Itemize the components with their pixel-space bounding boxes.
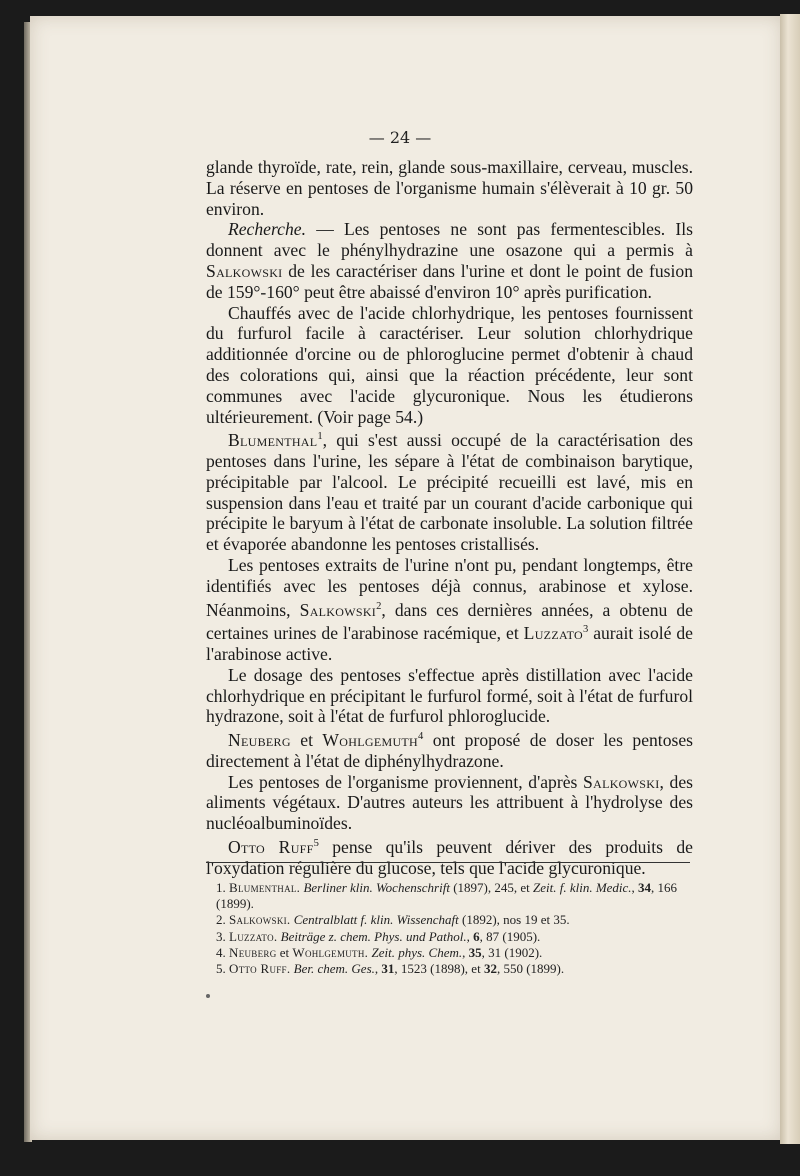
footnote-text: 3. [216, 928, 229, 944]
author-name: Otto Ruff [228, 836, 314, 857]
footnote [216, 961, 696, 977]
author-name: Neuberg [229, 944, 277, 960]
italic-text: Centralblatt f. klin. Wissenchaft [293, 912, 459, 928]
footnote-text: 1. [216, 880, 229, 895]
footnote-text: , 31 (1902). [481, 944, 543, 960]
footnote [216, 880, 696, 912]
paragraph [206, 665, 693, 727]
paragraph [206, 834, 693, 878]
footnote-text: , [466, 928, 474, 944]
author-name: Blumenthal [228, 430, 318, 451]
author-name: Salkowski [583, 771, 660, 792]
italic-text: Ber. chem. Ges. [293, 961, 375, 977]
paragraph-text: — Les pentoses ne sont pas fermentescibles. Ils donnent avec le phénylhydrazine une osazone qui a permis à [206, 219, 693, 261]
paragraph [206, 772, 693, 834]
paragraph [206, 727, 693, 771]
footnote-text: et [276, 944, 293, 960]
footnotes [216, 880, 696, 977]
author-name: Neuberg [228, 729, 291, 750]
paragraph [206, 555, 693, 665]
page-number: — 24 — [368, 128, 432, 147]
footnote-text: , [631, 880, 639, 895]
author-name: Luzzato [523, 623, 583, 644]
footnote-ref: 5 [313, 837, 319, 849]
footnote-ref: 2 [376, 600, 382, 612]
author-name: Wohlgemuth [322, 729, 419, 750]
paragraph-text: , qui s'est aussi occupé de la caractérisation des pentoses dans l'urine, les sépare à l'état de combinaison barytique, précipitable par l'alcool. Le précipité recueilli est lavé, mis en suspension dans l'eau et traité par un courant d'acide carbonique qui précipite le baryum à l'état de carbonate insoluble. La solution filtrée et évaporée abandonne les pentoses cristallisés. [206, 430, 693, 555]
author-name: Otto Ruff. [229, 961, 291, 977]
italic-text: Zeit. f. klin. Medic. [532, 880, 632, 895]
bold-volume: 31 [381, 961, 395, 977]
paragraph [206, 303, 693, 428]
footnote [216, 912, 696, 928]
paragraph [206, 219, 693, 302]
author-name: Salkowski. [229, 912, 291, 928]
author-name: Blumenthal. [229, 880, 301, 895]
footnote-text: (1897), 245, et [449, 880, 533, 895]
paragraph-text: et [290, 729, 323, 750]
page-right-edge [780, 14, 800, 1144]
paragraph-text: , des aliments végétaux. D'autres auteurs les attribuent à l'hydrolyse des nucléoalbuminoïdes. [206, 771, 693, 834]
footnote-text: , 1523 (1898), et [394, 961, 484, 977]
paragraph [206, 157, 693, 219]
paragraph-text: de les caractériser dans l'urine et dont le point de fusion de 159°-160° peut être abaissé d'environ 10° après purification. [206, 260, 693, 302]
footnote-rule [206, 862, 690, 863]
bold-volume: 35 [468, 944, 482, 960]
footnote-text: , [374, 961, 382, 977]
footnote [216, 929, 696, 945]
footnote-ref: 4 [418, 731, 424, 743]
ink-speck [206, 994, 210, 998]
paragraph-text: , dans ces dernières années, a obtenu de certaines urines de l'arabinose racémique, et [206, 599, 693, 644]
footnote-text: 4. [216, 944, 229, 960]
italic-text: Berliner klin. Wochenschrift [303, 880, 450, 895]
paragraph-text: Chauffés avec de l'acide chlorhydrique, les pentoses fournissent du furfurol facile à caractériser. Leur solution chlorhydrique additionnée d'orcine ou de phloroglucine permet d'obtenir à chaud des colorations qui, ainsi que la réaction précédente, leur sont communes avec l'acide glycuronique. Nous les étudierons ultérieurement. (Voir page 54.) [206, 302, 693, 427]
footnote-ref: 3 [582, 624, 589, 636]
paragraph-text: aurait isolé de l'arabinose active. [206, 623, 693, 664]
author-name: Luzzato. [229, 928, 278, 944]
paragraph-text: Les pentoses de l'organisme proviennent, d'après [228, 771, 584, 792]
paragraph-text: Le dosage des pentoses s'effectue après distillation avec l'acide chlorhydrique en précipitant le furfurol formé, soit à l'état de furfurol hydrazone, soit à l'état de furfurol phloroglucide. [206, 664, 693, 727]
bold-volume: 32 [483, 961, 497, 977]
footnote-text: , 87 (1905). [479, 928, 541, 944]
author-name: Wohlgemuth. [292, 944, 369, 960]
paragraph [206, 427, 693, 555]
author-name: Salkowski [299, 599, 377, 620]
italic-text: Beiträge z. chem. Phys. und Pathol. [280, 928, 467, 944]
paragraph-text: Les pentoses extraits de l'urine n'ont pu, pendant longtemps, être identifiés avec les pentoses déjà connus, arabinose et xylose. Néanmoins, [206, 555, 693, 620]
footnote-text: , [462, 944, 469, 960]
footnote-text: , 166 (1899). [216, 880, 678, 912]
bold-volume: 6 [473, 928, 480, 944]
footnote-text: 5. [216, 961, 229, 977]
footnote-ref: 1 [317, 431, 323, 443]
footnote-text: , 550 (1899). [496, 961, 565, 977]
footnote-text: 2. [216, 912, 229, 928]
bold-volume: 34 [638, 880, 652, 895]
italic-text: Zeit. phys. Chem. [371, 944, 463, 960]
footnote-text: (1892), nos 19 et 35. [458, 912, 570, 928]
paragraph-text: pense qu'ils peuvent dériver des produits de l'oxydation régulière du glucose, tels que l'acide glycuronique. [206, 836, 693, 878]
author-name: Salkowski [206, 260, 283, 281]
italic-text: Recherche. [228, 219, 306, 240]
paragraph-text: glande thyroïde, rate, rein, glande sous-maxillaire, cerveau, muscles. La réserve en pentoses de l'organisme humain s'élèverait à 10 gr. 50 environ. [206, 157, 693, 219]
body-text [206, 157, 693, 878]
paragraph-text: ont proposé de doser les pentoses directement à l'état de diphénylhydrazone. [206, 729, 693, 771]
footnote [216, 945, 696, 961]
